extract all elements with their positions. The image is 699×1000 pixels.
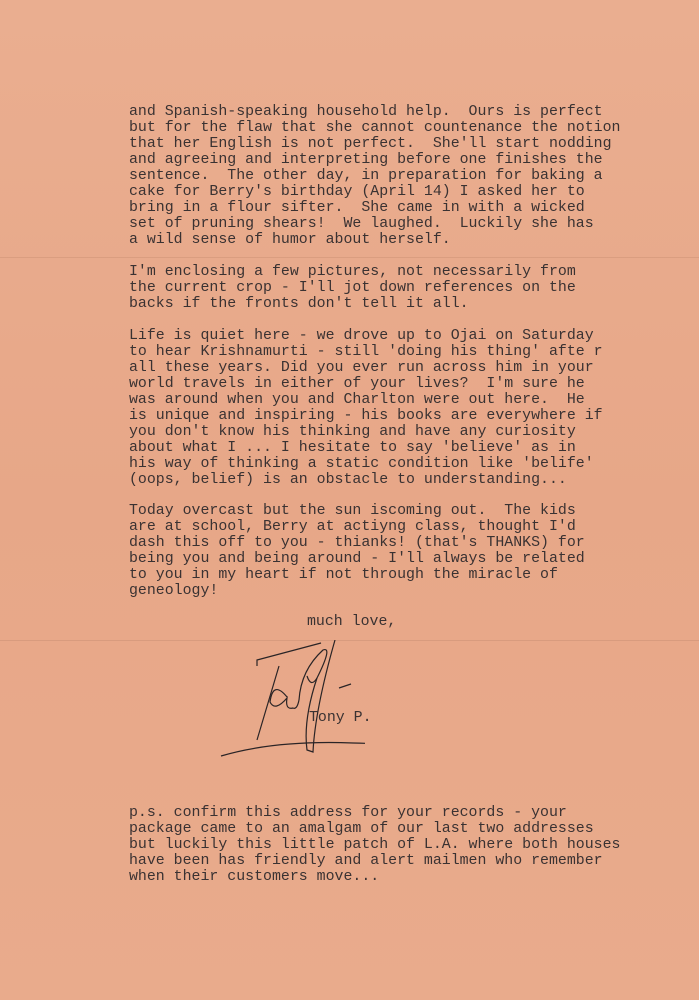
text-line: cake for Berry's birthday (April 14) I asked her to — [129, 184, 585, 200]
text-line: set of pruning shears! We laughed. Luckily she has — [129, 216, 594, 232]
text-line: was around when you and Charlton were out here. He — [129, 392, 585, 408]
text-line: the current crop - I'll jot down references on the — [129, 280, 576, 296]
text-line: and Spanish-speaking household help. Ours is perfect — [129, 104, 603, 120]
text-line: is unique and inspiring - his books are everywhere if — [129, 408, 603, 424]
text-line: to you in my heart if not through the miracle of — [129, 567, 558, 583]
paragraph-krishnamurti — [129, 328, 603, 488]
text-line: package came to an amalgam of our last two addresses — [129, 821, 594, 837]
text-line: bring in a flour sifter. She came in with a wicked — [129, 200, 585, 216]
closing: much love, — [307, 614, 397, 630]
signature-name: Tony P. — [309, 710, 372, 726]
text-line: all these years. Did you ever run across him in your — [129, 360, 594, 376]
paragraph-household-help — [129, 104, 620, 248]
text-line: geneology! — [129, 583, 219, 599]
text-line: but for the flaw that she cannot countenance the notion — [129, 120, 621, 136]
text-line: being you and being around - I'll always be related — [129, 551, 585, 567]
text-line: I'm enclosing a few pictures, not necessarily from — [129, 264, 576, 280]
paragraph-pictures — [129, 264, 576, 312]
text-line: to hear Krishnamurti - still 'doing his thing' afte r — [129, 344, 603, 360]
fold-line — [0, 257, 699, 258]
text-line: but luckily this little patch of L.A. where both houses — [129, 837, 621, 853]
text-line: backs if the fronts don't tell it all. — [129, 296, 469, 312]
text-line: have been has friendly and alert mailmen who remember — [129, 853, 603, 869]
text-line: when their customers move... — [129, 869, 380, 885]
signature-stroke — [339, 684, 351, 688]
text-line: world travels in either of your lives? I'm sure he — [129, 376, 585, 392]
signature-stroke — [257, 666, 279, 740]
signature-stroke — [270, 690, 299, 709]
text-line: you don't know his thinking and have any curiosity — [129, 424, 576, 440]
postscript — [129, 805, 620, 885]
text-line: about what I ... I hesitate to say 'believe' as in — [129, 440, 576, 456]
signature-stroke — [221, 743, 365, 756]
text-line: his way of thinking a static condition like 'belife' — [129, 456, 594, 472]
text-line: and agreeing and interpreting before one finishes the — [129, 152, 603, 168]
text-line: dash this off to you - thianks! (that's THANKS) for — [129, 535, 585, 551]
text-line: Life is quiet here - we drove up to Ojai on Saturday — [129, 328, 594, 344]
text-line: Today overcast but the sun iscoming out. The kids — [129, 503, 576, 519]
text-line: p.s. confirm this address for your records - your — [129, 805, 567, 821]
paragraph-today — [129, 503, 585, 599]
text-line: a wild sense of humor about herself. — [129, 232, 451, 248]
signature-stroke — [306, 640, 335, 752]
text-line: (oops, belief) is an obstacle to understanding... — [129, 472, 567, 488]
text-line: sentence. The other day, in preparation for baking a — [129, 168, 603, 184]
text-line: are at school, Berry at actiyng class, thought I'd — [129, 519, 576, 535]
text-line: that her English is not perfect. She'll start nodding — [129, 136, 612, 152]
handwritten-signature — [215, 640, 365, 760]
